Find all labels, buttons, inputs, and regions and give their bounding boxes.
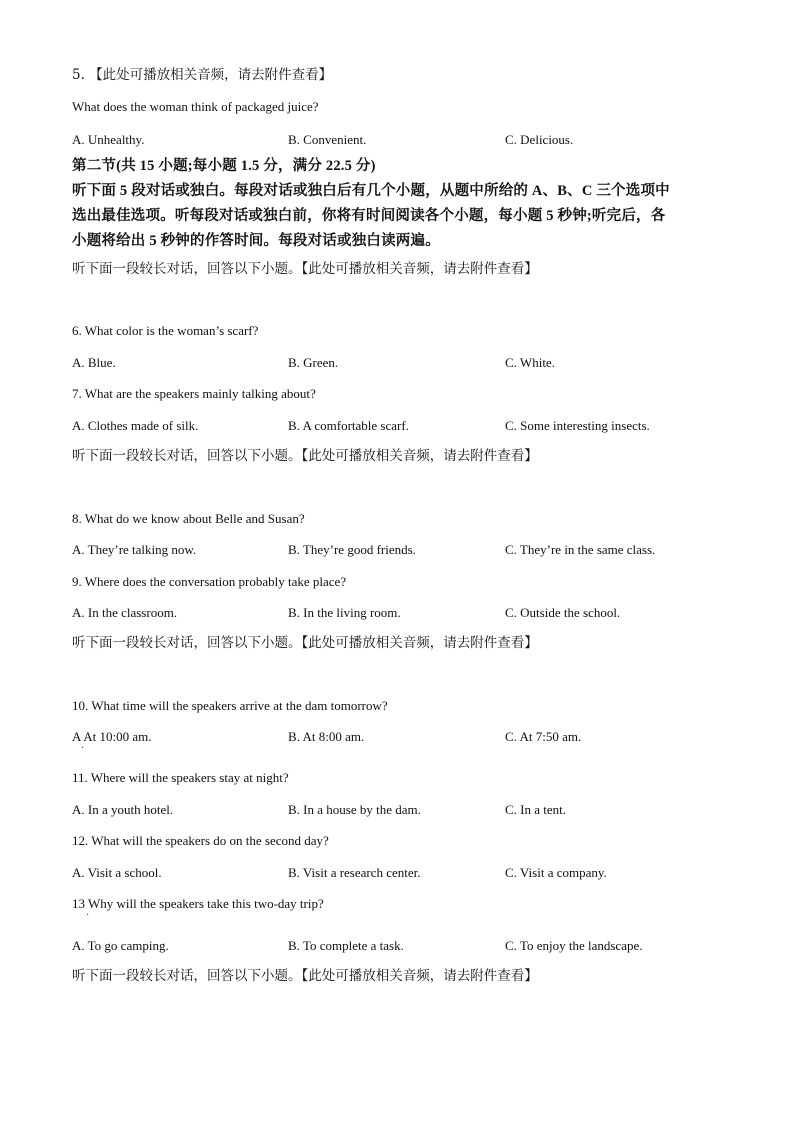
q13-question: 13 Why will the speakers take this two-day trip? — [72, 896, 324, 911]
q13-option-b: B. To complete a task. — [288, 938, 404, 953]
q5-prompt: 5. 【此处可播放相关音频，请去附件查看】 — [72, 67, 333, 83]
q10-question: 10. What time will the speakers arrive at the dam tomorrow? — [72, 698, 388, 713]
q9-option-c: C. Outside the school. — [505, 605, 621, 620]
q8-question: 8. What do we know about Belle and Susan? — [72, 511, 305, 526]
q5-option-c: C. Delicious. — [505, 132, 574, 147]
q7-option-b: B. A comfortable scarf. — [288, 418, 409, 433]
stray-dot-mark: · — [86, 910, 90, 921]
q6-question: 6. What color is the woman’s scarf? — [72, 323, 259, 338]
q11-option-b: B. In a house by the dam. — [288, 802, 421, 817]
q10-option-c: C. At 7:50 am. — [505, 729, 582, 744]
section-instructions-line-1: 听下面 5 段对话或独白。每段对话或独白后有几个小题，从题中所给的 A、B、C 三个选项中 — [72, 183, 670, 199]
q5-option-a: A. Unhealthy. — [72, 132, 145, 147]
q13-option-a: A. To go camping. — [72, 938, 169, 953]
q9-question: 9. Where does the conversation probably take place? — [72, 574, 347, 589]
q5-option-b: B. Convenient. — [288, 132, 367, 147]
q11-option-c: C. In a tent. — [505, 802, 567, 817]
audio-prompt-3: 听下面一段较长对话，回答以下小题。【此处可播放相关音频，请去附件查看】 — [72, 635, 538, 651]
q9-option-a: A. In the classroom. — [72, 605, 178, 620]
section-title: 第二节(共 15 小题;每小题 1.5 分，满分 22.5 分) — [72, 158, 376, 174]
q10-option-a: A At 10:00 am. — [72, 729, 152, 744]
q5-question: What does the woman think of packaged juice? — [72, 99, 319, 114]
audio-prompt-1: 听下面一段较长对话，回答以下小题。【此处可播放相关音频，请去附件查看】 — [72, 261, 538, 277]
q7-option-c: C. Some interesting insects. — [505, 418, 650, 433]
audio-prompt-4: 听下面一段较长对话，回答以下小题。【此处可播放相关音频，请去附件查看】 — [72, 968, 538, 984]
q10-option-b: B. At 8:00 am. — [288, 729, 365, 744]
q6-option-c: C. White. — [505, 355, 555, 370]
q12-option-b: B. Visit a research center. — [288, 865, 421, 880]
q11-question: 11. Where will the speakers stay at night? — [72, 770, 289, 785]
q11-option-a: A. In a youth hotel. — [72, 802, 174, 817]
section-instructions-line-3: 小题将给出 5 秒钟的作答时间。每段对话或独白读两遍。 — [72, 233, 440, 249]
q6-option-b: B. Green. — [288, 355, 339, 370]
q8-option-a: A. They’re talking now. — [72, 542, 197, 557]
q7-question: 7. What are the speakers mainly talking about? — [72, 386, 316, 401]
q8-option-c: C. They’re in the same class. — [505, 542, 656, 557]
q12-option-c: C. Visit a company. — [505, 865, 607, 880]
q8-option-b: B. They’re good friends. — [288, 542, 416, 557]
audio-prompt-2: 听下面一段较长对话，回答以下小题。【此处可播放相关音频，请去附件查看】 — [72, 448, 538, 464]
q9-option-b: B. In the living room. — [288, 605, 401, 620]
section-instructions-line-2: 选出最佳选项。听每段对话或独白前，你将有时间阅读各个小题，每小题 5 秒钟;听完后，各 — [72, 208, 666, 224]
q12-question: 12. What will the speakers do on the second day? — [72, 833, 329, 848]
q6-option-a: A. Blue. — [72, 355, 116, 370]
q7-option-a: A. Clothes made of silk. — [72, 418, 199, 433]
q12-option-a: A. Visit a school. — [72, 865, 162, 880]
stray-dot-mark: · — [81, 743, 85, 754]
q13-option-c: C. To enjoy the landscape. — [505, 938, 643, 953]
